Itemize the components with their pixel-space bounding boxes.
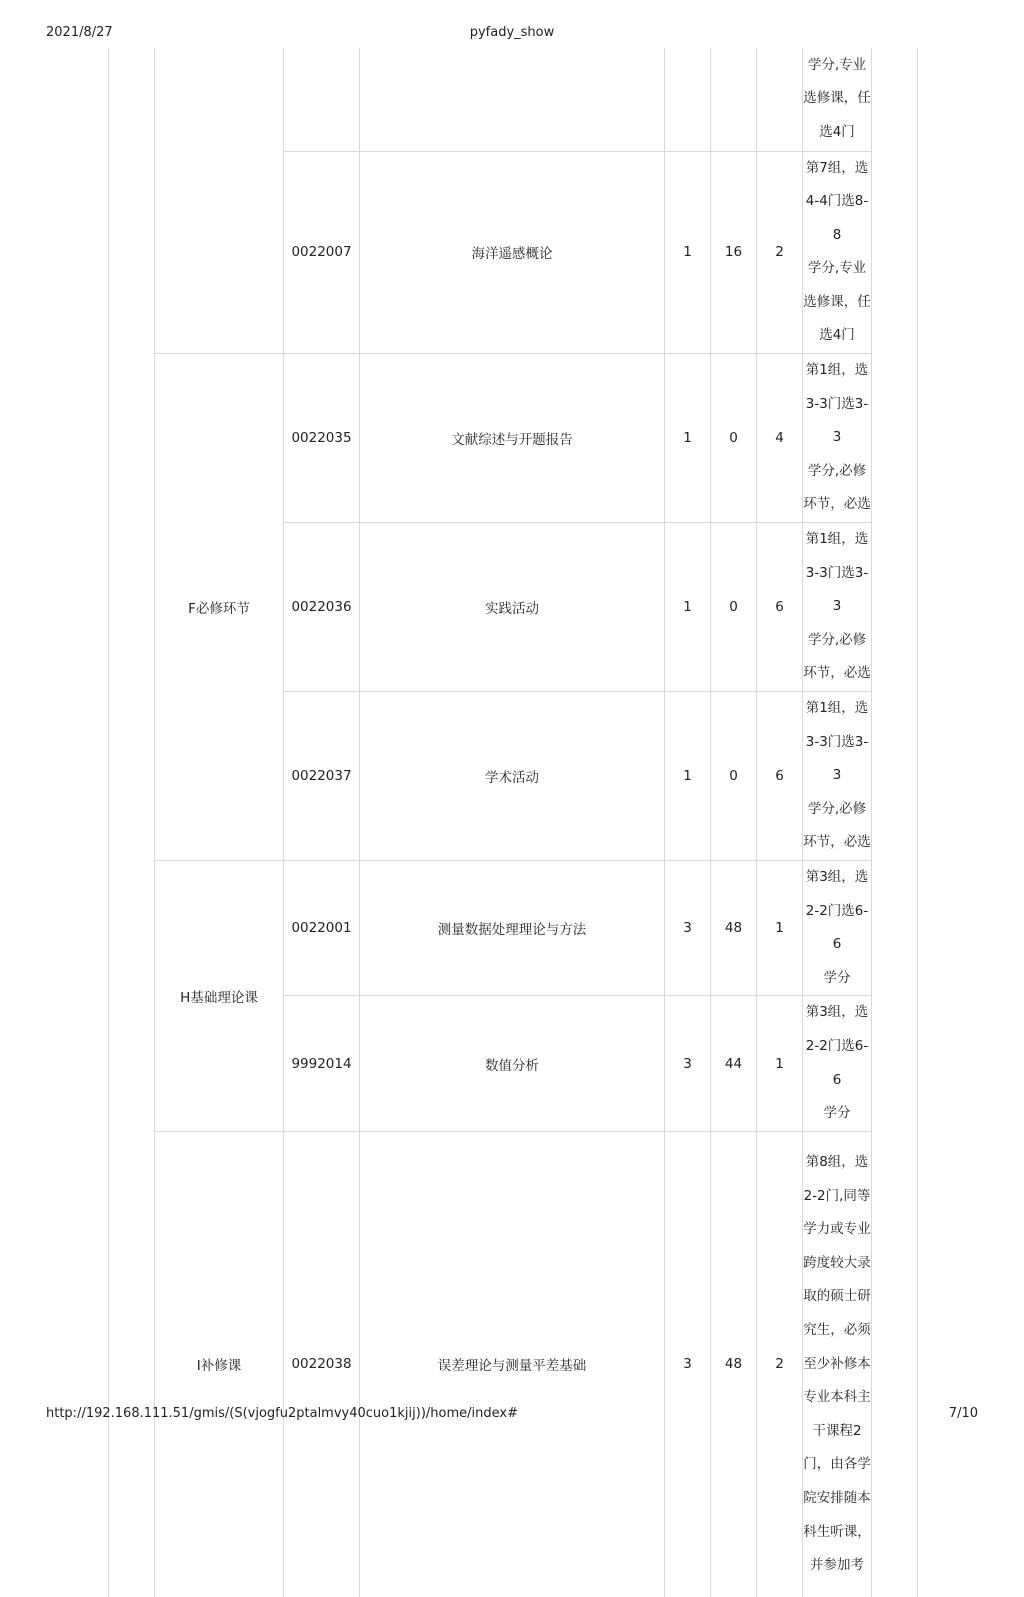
- note-line: 科生听课，: [803, 1523, 871, 1540]
- credit: 1: [665, 692, 711, 861]
- note-line: 2-2门,同等: [803, 1187, 871, 1204]
- note-line: 环节，必选: [803, 665, 871, 682]
- note-line: 选修课，任: [803, 90, 871, 107]
- credit: 3: [665, 1131, 711, 1597]
- course-name: 误差理论与测量平差基础: [360, 1131, 665, 1597]
- note-line: 第3组，选: [805, 868, 869, 885]
- note-line: 专业本科主: [803, 1389, 871, 1406]
- course-name: 测量数据处理理论与方法: [360, 860, 665, 995]
- semester: 2: [757, 151, 803, 354]
- hours: 16: [711, 151, 757, 354]
- note-cell: [803, 692, 872, 861]
- note-line: 第3组，选: [805, 1004, 869, 1021]
- table-row: [109, 1131, 918, 1597]
- credit: 1: [665, 523, 711, 692]
- note-line: 跨度较大录: [803, 1254, 871, 1271]
- table-row: [109, 48, 918, 151]
- note-line: 2-2门选6-6: [805, 1037, 869, 1088]
- print-title: pyfady_show: [469, 25, 555, 40]
- note-line: 学分,必修: [807, 462, 867, 479]
- print-date: 2021/8/27: [46, 25, 113, 40]
- note-line: 取的硕士研: [803, 1288, 871, 1305]
- group-cell: [155, 48, 284, 354]
- note-line: 学分: [823, 969, 851, 986]
- course-code: 0022007: [284, 151, 360, 354]
- note-line: 环节，必选: [803, 496, 871, 513]
- note-cell: [803, 48, 872, 151]
- outer-left-cell: [109, 48, 155, 1597]
- credit: 3: [665, 860, 711, 995]
- semester: 1: [757, 860, 803, 995]
- note-cell: [803, 523, 872, 692]
- course-name: 实践活动: [360, 523, 665, 692]
- note-line: 3-3门选3-3: [805, 395, 869, 446]
- note-line: 选4门: [819, 327, 855, 344]
- note-line: 第1组，选: [805, 700, 869, 716]
- group-cell: H基础理论课: [155, 860, 284, 1131]
- semester: [757, 48, 803, 151]
- course-name: 数值分析: [360, 996, 665, 1131]
- note-line: 干课程2: [812, 1422, 862, 1439]
- credit: 1: [665, 151, 711, 354]
- note-line: 选修课，任: [803, 293, 871, 310]
- semester: 6: [757, 692, 803, 861]
- course-name: 海洋遥感概论: [360, 151, 665, 354]
- table-row: [109, 860, 918, 995]
- note-line: 学力或专业: [803, 1221, 871, 1238]
- outer-right-cell: [872, 48, 918, 1597]
- note-line: 第7组，选: [805, 159, 869, 176]
- note-line: 学分: [823, 1105, 851, 1122]
- note-cell: [803, 996, 872, 1131]
- note-line: 学分,必修: [807, 631, 867, 648]
- group-cell: I补修课: [155, 1131, 284, 1597]
- page-number: 7/10: [948, 1406, 978, 1421]
- note-line: 门，由各学: [803, 1456, 871, 1473]
- credit: 1: [665, 354, 711, 523]
- note-line: 环节，必选: [803, 834, 871, 851]
- note-line: 第8组，选: [805, 1154, 869, 1171]
- note-line: 学分,必修: [807, 800, 867, 817]
- note-line: 院安排随本: [803, 1490, 871, 1507]
- note-line: 至少补修本: [803, 1355, 871, 1372]
- note-line: 学分,专业: [807, 56, 867, 73]
- note-line: 并参加考: [810, 1557, 864, 1574]
- note-line: 3-3门选3-3: [805, 733, 869, 784]
- table-row: [109, 354, 918, 523]
- note-line: 第1组，选: [805, 362, 869, 379]
- course-code: 0022038: [284, 1131, 360, 1597]
- hours: 44: [711, 996, 757, 1131]
- hours: 0: [711, 354, 757, 523]
- note-cell: [803, 151, 872, 354]
- course-code: 0022001: [284, 860, 360, 995]
- note-cell: [803, 354, 872, 523]
- note-line: 学分,专业: [807, 260, 867, 277]
- hours: 0: [711, 692, 757, 861]
- note-line: 究生，必须: [803, 1322, 871, 1339]
- course-name: [360, 48, 665, 151]
- course-code: 0022036: [284, 523, 360, 692]
- course-table: [108, 48, 918, 1597]
- note-line: 4-4门选8-8: [805, 193, 869, 243]
- course-code: [284, 48, 360, 151]
- semester: 2: [757, 1131, 803, 1597]
- course-name: 文献综述与开题报告: [360, 354, 665, 523]
- hours: 48: [711, 860, 757, 995]
- course-name: 学术活动: [360, 692, 665, 861]
- note-cell: [803, 1131, 872, 1597]
- semester: 6: [757, 523, 803, 692]
- hours: 0: [711, 523, 757, 692]
- semester: 4: [757, 354, 803, 523]
- group-cell: F必修环节: [155, 354, 284, 861]
- note-cell: [803, 860, 872, 995]
- note-line: 2-2门选6-6: [805, 902, 869, 953]
- hours: 48: [711, 1131, 757, 1597]
- credit: 3: [665, 996, 711, 1131]
- course-code: 0022037: [284, 692, 360, 861]
- course-code: 0022035: [284, 354, 360, 523]
- course-code: 9992014: [284, 996, 360, 1131]
- note-line: 选4门: [819, 124, 855, 141]
- credit: [665, 48, 711, 151]
- semester: 1: [757, 996, 803, 1131]
- print-url[interactable]: http://192.168.111.51/gmis/(S(vjogfu2ptalmvy40cuo1kjij))/home/index#: [46, 1406, 518, 1421]
- hours: [711, 48, 757, 151]
- note-line: 3-3门选3-3: [805, 564, 869, 615]
- note-line: 第1组，选: [805, 531, 869, 548]
